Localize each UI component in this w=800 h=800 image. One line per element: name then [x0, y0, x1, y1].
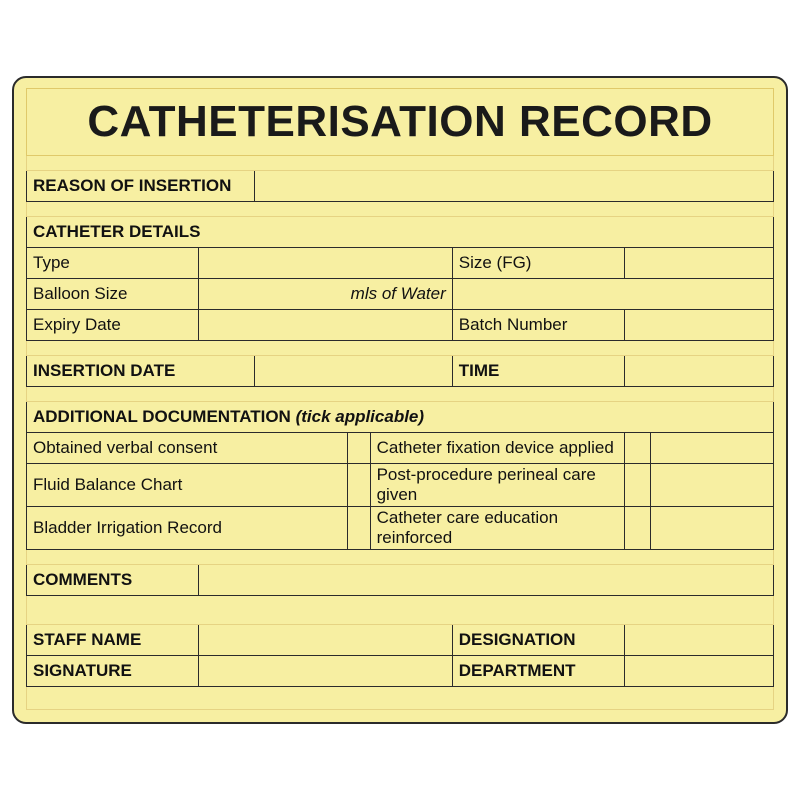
checklist-item-verbal-consent: Obtained verbal consent [27, 433, 348, 464]
size-fg-label: Size (FG) [452, 248, 624, 279]
comments-row [27, 565, 774, 596]
signature-label: SIGNATURE [27, 656, 199, 687]
designation-label: DESIGNATION [452, 625, 624, 656]
reason-label: REASON OF INSERTION [27, 171, 255, 202]
checkbox-perineal-care[interactable] [624, 464, 650, 507]
comments-label: COMMENTS [27, 565, 199, 596]
department-label: DEPARTMENT [452, 656, 624, 687]
balloon-size-unit[interactable]: mls of Water [198, 279, 452, 310]
page-title: CATHETERISATION RECORD [87, 96, 713, 146]
checklist-item-fixation-device: Catheter fixation device applied [370, 433, 624, 464]
designation-input[interactable] [624, 625, 773, 656]
catheter-details-heading-row [27, 217, 774, 248]
insertion-date-label: INSERTION DATE [27, 356, 255, 387]
insertion-time-input[interactable] [624, 356, 773, 387]
signature-input[interactable] [198, 656, 452, 687]
insertion-date-input[interactable] [254, 356, 452, 387]
table-row [27, 310, 774, 341]
type-input[interactable] [198, 248, 452, 279]
spacer [27, 387, 774, 402]
spacer [27, 550, 774, 565]
spacer-row-3 [27, 341, 774, 356]
spacer-row-7 [27, 687, 774, 710]
expiry-date-label: Expiry Date [27, 310, 199, 341]
table-row [27, 433, 774, 464]
checklist-trailing-cell [650, 433, 773, 464]
reason-input[interactable] [254, 171, 773, 202]
spacer-row-1 [27, 156, 774, 171]
signature-row [27, 656, 774, 687]
staff-name-input[interactable] [198, 625, 452, 656]
spacer [27, 596, 774, 625]
checklist-item-care-education: Catheter care education reinforced [370, 507, 624, 550]
checkbox-fluid-balance[interactable] [348, 464, 370, 507]
additional-documentation-heading [27, 402, 774, 433]
checklist-item-perineal-care: Post-procedure perineal care given [370, 464, 624, 507]
checkbox-verbal-consent[interactable] [348, 433, 370, 464]
spacer [27, 341, 774, 356]
comments-input[interactable] [198, 565, 773, 596]
table-row [27, 507, 774, 550]
additional-documentation-note: (tick applicable) [295, 407, 425, 426]
catheter-details-heading: CATHETER DETAILS [27, 217, 774, 248]
balloon-size-extra[interactable] [452, 279, 773, 310]
insertion-row [27, 356, 774, 387]
checklist-trailing-cell [650, 464, 773, 507]
type-label: Type [27, 248, 199, 279]
title-row [27, 89, 774, 156]
size-fg-input[interactable] [624, 248, 773, 279]
spacer-row-5 [27, 550, 774, 565]
staff-name-row [27, 625, 774, 656]
expiry-date-input[interactable] [198, 310, 452, 341]
catheterisation-record-form [12, 76, 788, 724]
balloon-size-label: Balloon Size [27, 279, 199, 310]
spacer-row-4 [27, 387, 774, 402]
staff-name-label: STAFF NAME [27, 625, 199, 656]
table-row [27, 279, 774, 310]
spacer [27, 687, 774, 710]
spacer-row-2 [27, 202, 774, 217]
spacer [27, 156, 774, 171]
checkbox-fixation-device[interactable] [624, 433, 650, 464]
table-row [27, 248, 774, 279]
checkbox-care-education[interactable] [624, 507, 650, 550]
checklist-item-bladder-irrigation: Bladder Irrigation Record [27, 507, 348, 550]
department-input[interactable] [624, 656, 773, 687]
reason-row [27, 171, 774, 202]
title-cell [27, 89, 774, 156]
table-row [27, 464, 774, 507]
spacer-row-6 [27, 596, 774, 625]
checkbox-bladder-irrigation[interactable] [348, 507, 370, 550]
spacer [27, 202, 774, 217]
form-grid [26, 88, 774, 710]
batch-number-input[interactable] [624, 310, 773, 341]
checklist-item-fluid-balance: Fluid Balance Chart [27, 464, 348, 507]
additional-doc-heading-row [27, 402, 774, 433]
additional-documentation-title: ADDITIONAL DOCUMENTATION [33, 407, 291, 426]
batch-number-label: Batch Number [452, 310, 624, 341]
checklist-trailing-cell [650, 507, 773, 550]
insertion-time-label: TIME [452, 356, 624, 387]
